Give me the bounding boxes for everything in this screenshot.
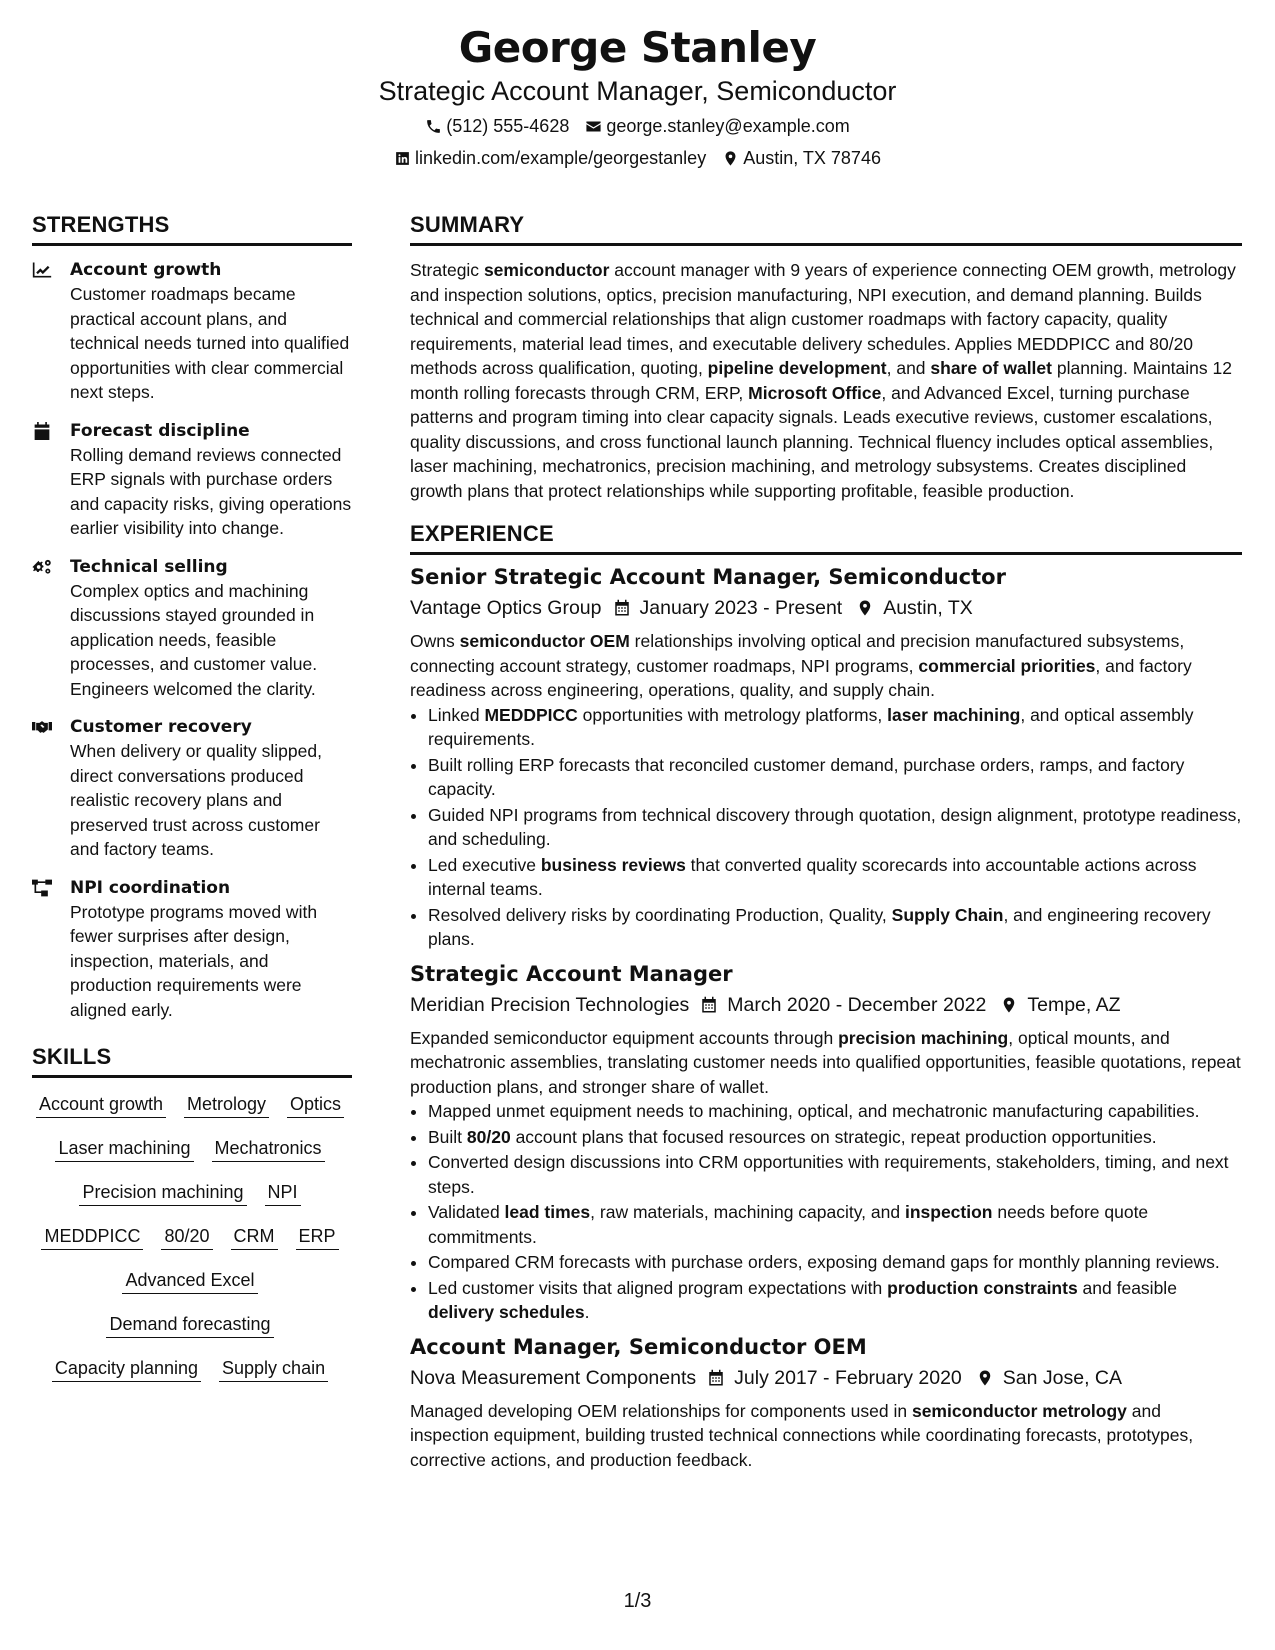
strength-desc: Complex optics and machining discussions stayed grounded in application needs, feasible processes, and customer value. Engineers welcomed the clarity. [70, 580, 318, 699]
strength-item [32, 876, 352, 1023]
calendar-icon [32, 422, 52, 440]
list-item: • Linked MEDDPICC opportunities with metrology platforms, laser machining, and optical assembly requirements. [428, 703, 1242, 752]
phone-icon [425, 118, 442, 135]
skills-list [32, 1092, 352, 1382]
list-item: • Converted design discussions into CRM opportunities with requirements, stakeholders, timing, and next steps. [428, 1150, 1242, 1199]
diagram-icon [32, 879, 52, 897]
phone-text: (512) 555-4628 [446, 116, 570, 136]
skills-heading: SKILLS [32, 1044, 352, 1078]
job-summary: Managed developing OEM relationships for components used in semiconductor metrology and inspection equipment, building trusted technical connections while coordinating forecasts, prototypes, corrective actions, and production feedback. [410, 1400, 1194, 1470]
skill-tag: NPI [265, 1180, 301, 1206]
skill-tag: Advanced Excel [122, 1268, 257, 1294]
strength-item [32, 258, 352, 405]
job-location: San Jose, CA [1002, 1366, 1123, 1389]
strength-title: NPI coordination [70, 877, 231, 898]
job-company: Vantage Optics Group [410, 597, 602, 619]
skill-row [32, 1224, 348, 1250]
calendar-icon [700, 996, 718, 1014]
job-summary: Owns semiconductor OEM relationships involving optical and precision manufactured subsystems, connecting account strategy, customer roadmaps, NPI programs, commercial priorities, and factory readiness across engineering, operations, quality, and supply chain. [410, 631, 1192, 700]
job-bullets [410, 1099, 1242, 1325]
right-column [410, 212, 1242, 1472]
skill-tag: Laser machining [55, 1136, 193, 1162]
skill-row [32, 1092, 348, 1118]
skill-row [32, 1180, 348, 1206]
skill-tag: MEDDPICC [41, 1224, 143, 1250]
skill-row [32, 1136, 348, 1162]
job-bullets [410, 703, 1242, 952]
skill-tag: Mechatronics [212, 1136, 325, 1162]
location-text: Austin, TX 78746 [743, 148, 881, 168]
list-item: • Compared CRM forecasts with purchase orders, exposing demand gaps for monthly planning reviews. [428, 1250, 1242, 1275]
strength-desc: When delivery or quality slipped, direct conversations produced realistic recovery plans and preserved trust across customer and factory teams. [70, 741, 322, 859]
job-dates: July 2017 - February 2020 [734, 1366, 962, 1389]
job-meta [410, 1365, 1242, 1391]
job-entry [410, 960, 1242, 1325]
summary-heading: SUMMARY [410, 212, 1242, 246]
page-number: 1/3 [623, 1590, 652, 1612]
experience-list [410, 563, 1242, 1472]
location-contact [722, 146, 881, 170]
skill-row [32, 1356, 348, 1382]
skill-tag: 80/20 [161, 1224, 212, 1250]
skill-tag: CRM [231, 1224, 278, 1250]
skill-row [32, 1312, 348, 1338]
email-text[interactable]: george.stanley@example.com [606, 116, 850, 136]
list-item: • Built 80/20 account plans that focused resources on strategic, repeat production opportunities. [428, 1125, 1242, 1150]
skill-tag: Capacity planning [52, 1356, 201, 1382]
list-item: • Mapped unmet equipment needs to machining, optical, and mechatronic manufacturing capabilities. [428, 1099, 1242, 1124]
candidate-title: Strategic Account Manager, Semiconductor [378, 76, 897, 106]
list-item: • Validated lead times, raw materials, machining capacity, and inspection needs before quote commitments. [428, 1200, 1242, 1249]
linkedin-text[interactable]: linkedin.com/example/georgestanley [415, 148, 707, 168]
strength-title: Account growth [70, 260, 222, 280]
left-column [32, 212, 352, 1400]
skill-tag: Supply chain [219, 1356, 328, 1382]
job-entry [410, 563, 1242, 952]
list-item: • Resolved delivery risks by coordinating Production, Quality, Supply Chain, and engineering recovery plans. [428, 903, 1242, 952]
resume-header [0, 22, 1275, 170]
contact-row-1 [0, 114, 1275, 138]
strengths-list [32, 258, 352, 1022]
job-title: Strategic Account Manager [410, 961, 733, 986]
strength-title: Forecast discipline [70, 420, 250, 441]
skill-tag: Precision machining [79, 1180, 246, 1206]
calendar-icon [707, 1369, 725, 1387]
gears-icon [32, 558, 52, 576]
skill-tag: Account growth [36, 1092, 166, 1118]
skill-tag: Demand forecasting [106, 1312, 273, 1338]
strength-item [32, 419, 352, 541]
job-dates: March 2020 - December 2022 [727, 993, 987, 1016]
list-item: • Led executive business reviews that converted quality scorecards into accountable actions across internal teams. [428, 853, 1242, 902]
job-summary: Expanded semiconductor equipment accounts through precision machining, optical mounts, and mechatronic assemblies, translating customer needs into qualified opportunities, feasible quotations, repeat production plans, and stronger share of wallet. [410, 1027, 1241, 1097]
job-company: Meridian Precision Technologies [410, 993, 690, 1016]
strength-title: Customer recovery [70, 717, 252, 737]
handshake-icon [32, 718, 52, 736]
job-meta [410, 595, 1242, 621]
skill-row [32, 1268, 348, 1294]
calendar-icon [613, 599, 631, 617]
linkedin-icon [394, 150, 411, 167]
map-pin-icon [1000, 996, 1018, 1014]
job-dates: January 2023 - Present [639, 597, 843, 619]
strengths-heading: STRENGTHS [32, 212, 352, 246]
strength-desc: Prototype programs moved with fewer surprises after design, inspection, materials, and production requirements were aligned early. [70, 901, 318, 1020]
skill-tag: ERP [296, 1224, 339, 1250]
chart-line-icon [32, 261, 52, 279]
candidate-name: George Stanley [458, 23, 817, 72]
strength-desc: Customer roadmaps became practical account plans, and technical needs turned into qualified opportunities with clear commercial next steps. [70, 284, 350, 402]
email-contact[interactable] [585, 114, 849, 138]
strength-desc: Rolling demand reviews connected ERP signals with purchase orders and capacity risks, giving operations earlier visibility into change. [70, 444, 352, 538]
summary-text: Strategic semiconductor account manager with 9 years of experience connecting OEM growth, metrology and inspection solutions, optics, precision manufacturing, NPI execution, and demand planning. Builds technical and commercial relationships that align customer roadmaps with factory capacity, quality requirements, material lead times, and executable delivery schedules. Applies MEDDPICC and 80/20 methods across qualification, quoting, pipeline development, and share of wallet planning. Maintains 12 month rolling forecasts through CRM, ERP, Microsoft Office, and Advanced Excel, turning purchase patterns and program timing into clear capacity signals. Leads executive reviews, customer escalations, quality discussions, and cross functional launch planning. Technical fluency includes optical assemblies, laser machining, mechatronics, precision machining, and metrology subsystems. Creates disciplined growth plans that protect relationships while supporting profitable, feasible production. [410, 260, 1236, 501]
linkedin-contact[interactable] [394, 146, 706, 170]
list-item: • Built rolling ERP forecasts that reconciled customer demand, purchase orders, ramps, and factory capacity. [428, 753, 1242, 802]
job-title: Account Manager, Semiconductor OEM [410, 1334, 867, 1359]
job-title: Senior Strategic Account Manager, Semiconductor [410, 565, 1006, 589]
list-item: • Led customer visits that aligned program expectations with production constraints and feasible delivery schedules. [428, 1276, 1242, 1325]
skill-tag: Metrology [184, 1092, 269, 1118]
job-company: Nova Measurement Components [410, 1366, 697, 1389]
map-pin-icon [722, 150, 739, 167]
experience-heading: EXPERIENCE [410, 521, 1242, 555]
map-pin-icon [856, 599, 874, 617]
strength-item [32, 555, 352, 702]
contact-row-2 [0, 146, 1275, 170]
envelope-icon [585, 118, 602, 135]
phone-contact [425, 114, 569, 138]
map-pin-icon [976, 1369, 994, 1387]
job-entry [410, 1333, 1242, 1473]
skill-tag: Optics [287, 1092, 344, 1118]
job-location: Austin, TX [883, 597, 973, 619]
job-meta [410, 992, 1242, 1018]
strength-item [32, 715, 352, 862]
list-item: • Guided NPI programs from technical discovery through quotation, design alignment, prototype readiness, and scheduling. [428, 803, 1242, 852]
job-location: Tempe, AZ [1027, 993, 1121, 1016]
strength-title: Technical selling [70, 556, 228, 577]
